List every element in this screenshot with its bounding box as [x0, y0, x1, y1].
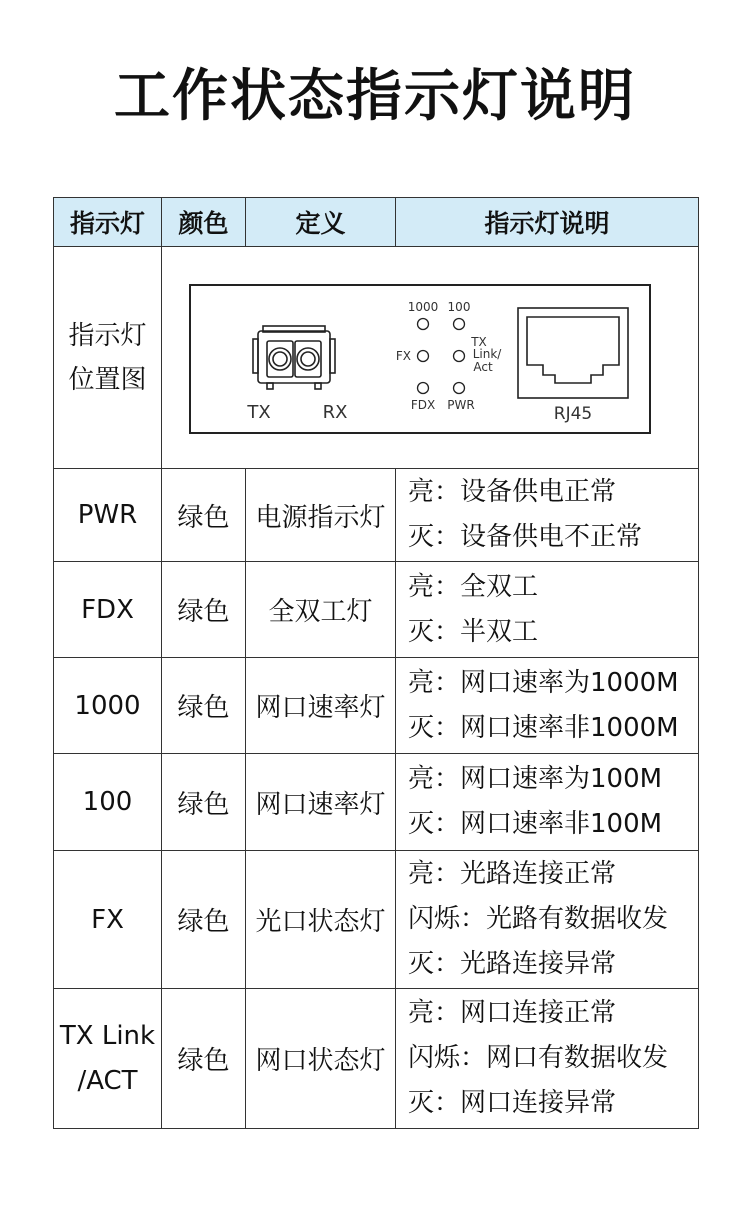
indicator-color: 绿色: [162, 754, 246, 851]
state-line: 亮：光路连接正常: [408, 859, 617, 889]
indicator-definition: 全双工灯: [246, 562, 396, 658]
table-row: [54, 851, 699, 989]
indicator-definition: 网口速率灯: [246, 754, 396, 851]
port-label-rx: RX: [322, 402, 347, 423]
indicator-description: [396, 851, 699, 989]
state-line: 灭：设备供电不正常: [408, 522, 643, 552]
indicator-color: 绿色: [162, 469, 246, 562]
led-label-100: 100: [447, 300, 470, 314]
state-line: 亮：网口速率为100M: [408, 764, 663, 794]
led-label-txlink-1: TX: [470, 335, 487, 349]
led-txlink-icon: [453, 351, 464, 362]
indicator-name: 1000: [54, 658, 162, 754]
indicator-name: FX: [54, 851, 162, 989]
led-100-icon: [453, 319, 464, 330]
state-line: 闪烁：光路有数据收发: [408, 904, 669, 934]
table-row: [54, 562, 699, 658]
location-label-line2: 位置图: [68, 364, 147, 395]
table-row: [54, 989, 699, 1129]
state-line: 亮：设备供电正常: [408, 477, 617, 507]
indicator-color: 绿色: [162, 562, 246, 658]
led-label-fdx: FDX: [410, 398, 435, 412]
indicator-definition: 光口状态灯: [246, 851, 396, 989]
location-label-cell: [54, 247, 162, 469]
state-line: 灭：半双工: [408, 616, 539, 647]
indicator-name: PWR: [54, 469, 162, 562]
led-label-fx: FX: [395, 349, 411, 363]
location-label-line1: 指示灯: [68, 320, 147, 351]
state-line: 亮：网口速率为1000M: [408, 667, 679, 698]
led-fx-icon: [417, 351, 428, 362]
state-line: 亮：全双工: [408, 571, 539, 602]
indicator-name: FDX: [54, 562, 162, 658]
indicator-color: 绿色: [162, 989, 246, 1129]
led-1000-icon: [417, 319, 428, 330]
indicator-description: [396, 989, 699, 1129]
table-row: [54, 469, 699, 562]
indicator-name-line2: /ACT: [77, 1065, 138, 1096]
indicator-description: [396, 469, 699, 562]
indicator-description: [396, 754, 699, 851]
header-color: 颜色: [162, 198, 246, 247]
table-header-row: [54, 198, 699, 247]
state-line: 亮：网口连接正常: [408, 998, 617, 1028]
led-label-txlink-3: Act: [472, 360, 493, 374]
state-line: 灭：网口速率非100M: [408, 809, 663, 839]
header-indicator: 指示灯: [54, 198, 162, 247]
location-diagram-cell: [162, 247, 699, 469]
header-definition: 定义: [246, 198, 396, 247]
indicator-color: 绿色: [162, 851, 246, 989]
header-description: 指示灯说明: [396, 198, 699, 247]
led-label-1000: 1000: [407, 300, 438, 314]
port-label-tx: TX: [246, 402, 271, 423]
indicator-name: [54, 989, 162, 1129]
location-row: [54, 247, 699, 469]
indicator-name-line1: TX Link: [59, 1020, 156, 1051]
indicator-definition: 网口状态灯: [246, 989, 396, 1129]
led-label-pwr: PWR: [446, 398, 475, 412]
state-line: 灭：网口速率非1000M: [408, 712, 679, 743]
table-row: [54, 754, 699, 851]
rj45-label: RJ45: [553, 404, 592, 424]
indicator-table: [53, 197, 699, 1129]
indicator-color: 绿色: [162, 658, 246, 754]
indicator-name: 100: [54, 754, 162, 851]
state-line: 灭：光路连接异常: [408, 949, 617, 979]
led-label-txlink-2: Link/: [472, 347, 501, 361]
indicator-definition: 网口速率灯: [246, 658, 396, 754]
led-fdx-icon: [417, 383, 428, 394]
indicator-definition: 电源指示灯: [246, 469, 396, 562]
state-line: 灭：网口连接异常: [408, 1088, 617, 1118]
table-row: [54, 658, 699, 754]
state-line: 闪烁：网口有数据收发: [408, 1043, 669, 1073]
led-pwr-icon: [453, 383, 464, 394]
indicator-description: [396, 658, 699, 754]
indicator-description: [396, 562, 699, 658]
page-title: 工作状态指示灯说明: [114, 64, 636, 129]
device-panel-diagram: [163, 247, 698, 464]
